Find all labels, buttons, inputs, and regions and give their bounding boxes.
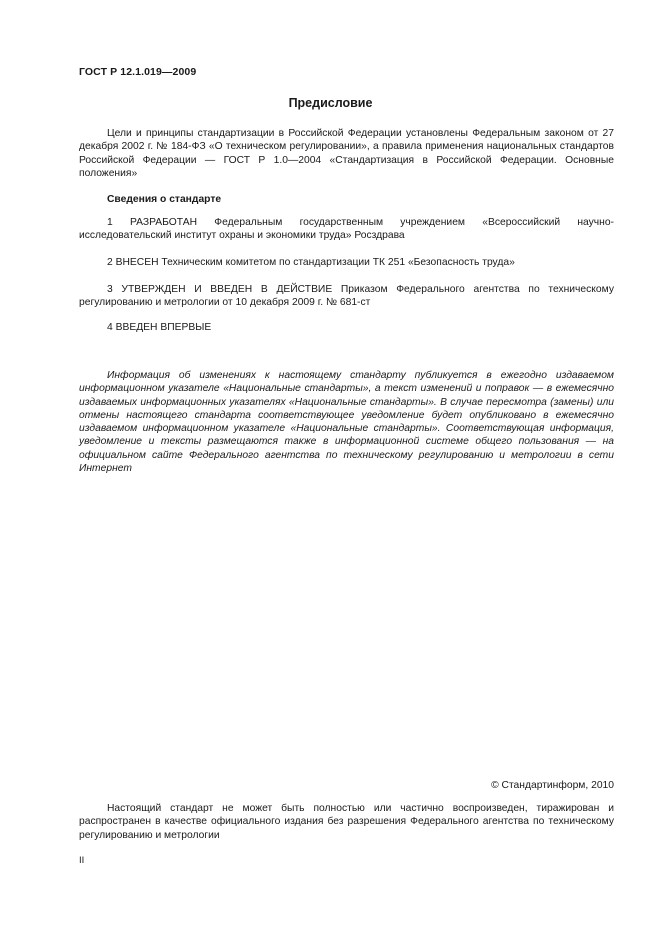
page-title: Предисловие [288, 96, 373, 110]
item-developed: 1 РАЗРАБОТАН Федеральным государственным учреждением «Всероссийский научно-исследовательский институт охраны и экономики труда» Росздрава [79, 217, 614, 242]
standard-info-heading: Сведения о стандарте [107, 194, 222, 205]
page-number: II [79, 855, 85, 866]
item-approved: 3 УТВЕРЖДЕН И ВВЕДЕН В ДЕЙСТВИЕ Приказом Федерального агентства по техническому регулированию и метрологии от 10 декабря 2009 г. № 681-ст [79, 284, 614, 309]
reproduction-notice: Настоящий стандарт не может быть полностью или частично воспроизведен, тиражирован и распространен в качестве официального издания без разрешения Федерального агентства по техническому регулированию и метрологии [79, 803, 614, 841]
item-first-introduced: 4 ВВЕДЕН ВПЕРВЫЕ [107, 322, 212, 333]
intro-paragraph: Цели и принципы стандартизации в Российской Федерации установлены Федеральным законом от 27 декабря 2002 г. № 184-ФЗ «О техническом регулировании», а правила применения национальных стандартов Российской Федерации — ГОСТ Р 1.0—2004 «Стандартизация в Российской Федерации. Основные положения» [79, 128, 614, 179]
item-submitted: 2 ВНЕСЕН Техническим комитетом по стандартизации ТК 251 «Безопасность труда» [107, 257, 515, 268]
document-code: ГОСТ Р 12.1.019—2009 [79, 66, 197, 78]
copyright-notice: © Стандартинформ, 2010 [491, 780, 614, 791]
changes-info-paragraph: Информация об изменениях к настоящему стандарту публикуется в ежегодно издаваемом информационном указателе «Национальные стандарты», а текст изменений и поправок — в ежемесячно издаваемых информационных указателях «Национальные стандарты». В случае пересмотра (замены) или отмены настоящего стандарта соответствующее уведомление будет опубликовано в ежемесячно издаваемом информационном указателе «Национальные стандарты». Соответствующая информация, уведомление и тексты размещаются также в информационной системе общего пользования — на официальном сайте Федерального агентства по техническому регулированию и метрологии в сети Интернет [79, 370, 614, 475]
